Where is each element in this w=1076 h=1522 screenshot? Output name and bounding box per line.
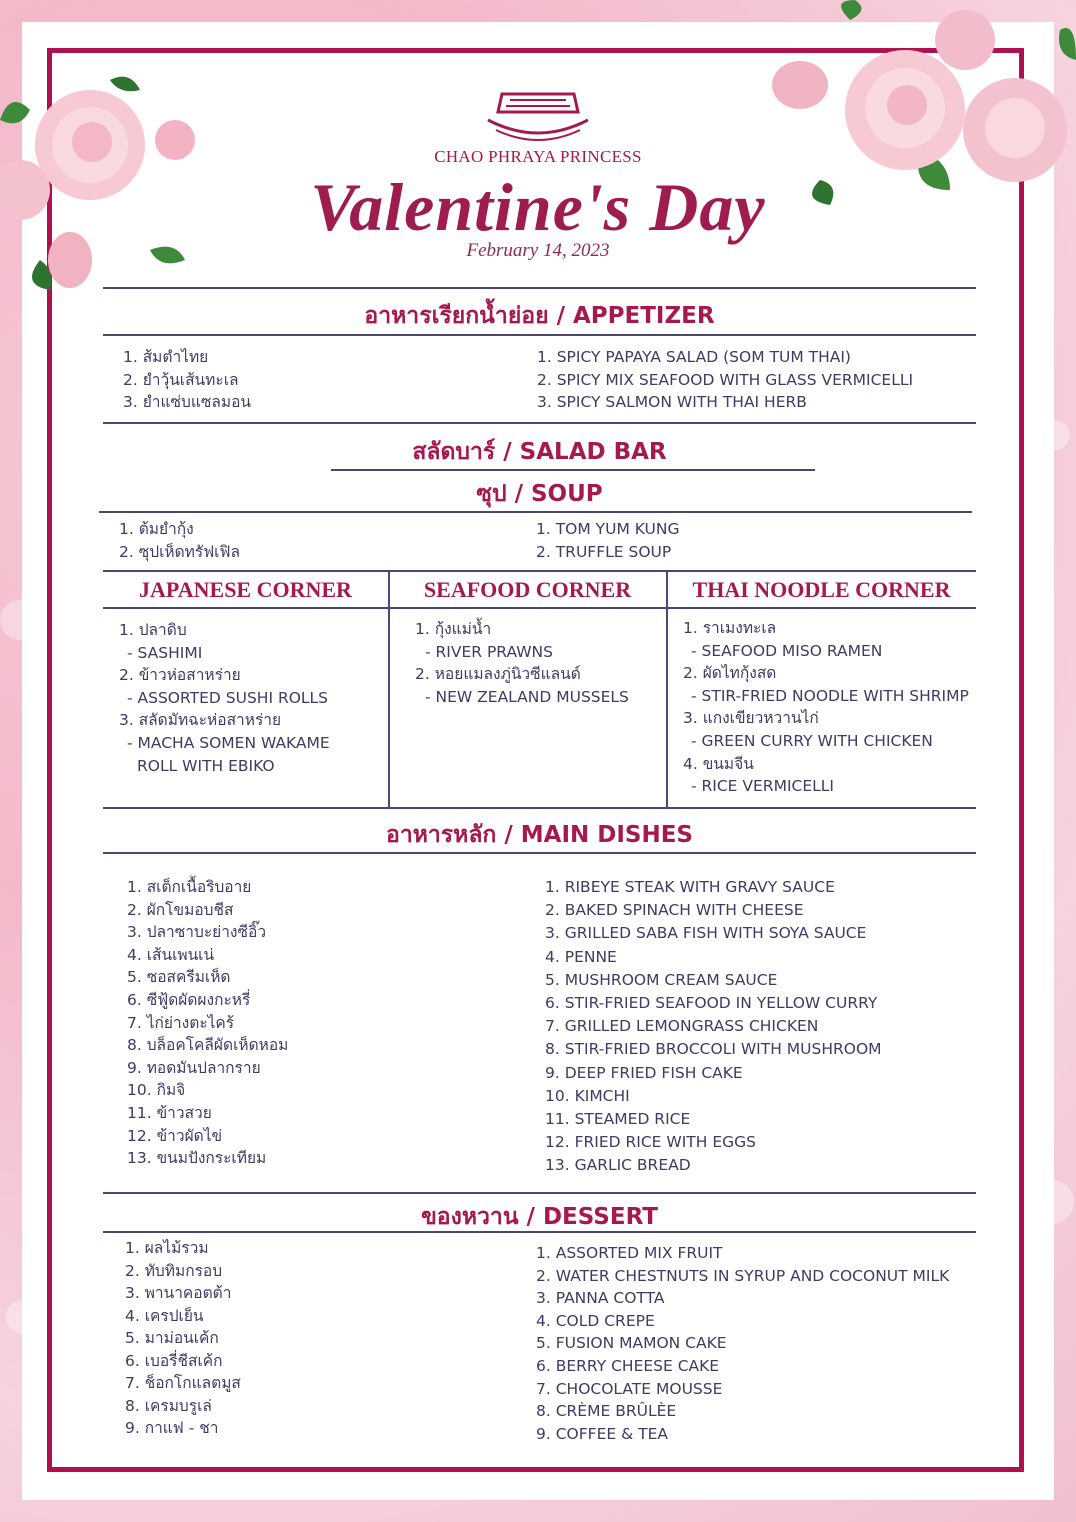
list-item: 2. SPICY MIX SEAFOOD WITH GLASS VERMICELLI — [537, 370, 914, 389]
list-item: 8. เครมบรูเล่ — [125, 1396, 212, 1415]
divider — [103, 807, 976, 809]
list-item: 3. PANNA COTTA — [536, 1289, 665, 1308]
list-item: 1. ผลไม้รวม — [125, 1239, 209, 1257]
list-item: 2. WATER CHESTNUTS IN SYRUP AND COCONUT MILK — [536, 1266, 950, 1285]
list-item: 3. ปลาซาบะย่างซีอิ๊ว — [127, 923, 267, 942]
list-item: 8. CRÈME BRÛLÈE — [536, 1402, 677, 1421]
divider — [103, 1231, 976, 1233]
list-item: 6. ซีฟู้ดผัดผงกะหรี่ — [127, 990, 251, 1009]
main-english-list — [545, 876, 882, 1178]
list-item: - NEW ZEALAND MUSSELS — [425, 687, 629, 706]
list-item: 11. STEAMED RICE — [545, 1110, 691, 1129]
list-item: ROLL WITH EBIKO — [137, 756, 275, 775]
list-item: 3. สลัดมัทฉะห่อสาหร่าย — [119, 711, 282, 730]
list-item: 1. ASSORTED MIX FRUIT — [536, 1244, 723, 1262]
divider — [103, 422, 976, 424]
divider — [103, 1192, 976, 1194]
seafood-corner-heading: SEAFOOD CORNER — [423, 577, 632, 602]
list-item: 1. SPICY PAPAYA SALAD (SOM TUM THAI) — [537, 348, 851, 366]
brand-name: CHAO PHRAYA PRINCESS — [434, 147, 642, 166]
list-item: 1. ส้มตำไทย — [123, 348, 209, 366]
soup-thai-list — [119, 518, 240, 564]
thai-noodle-corner-heading: THAI NOODLE CORNER — [692, 577, 951, 602]
list-item: 9. COFFEE & TEA — [536, 1424, 668, 1443]
list-item: 3. แกงเขียวหวานไก่ — [683, 709, 819, 728]
list-item: 4. เครปเย็น — [125, 1306, 204, 1325]
divider — [103, 334, 976, 336]
salad-bar-heading: สลัดบาร์ / SALAD BAR — [412, 439, 667, 465]
column-divider — [388, 570, 390, 808]
divider — [103, 287, 976, 289]
list-item: 5. MUSHROOM CREAM SAUCE — [545, 970, 778, 989]
list-item: - RIVER PRAWNS — [425, 642, 553, 661]
list-item: - SEAFOOD MISO RAMEN — [691, 641, 883, 660]
list-item: 9. ทอดมันปลากราย — [127, 1058, 261, 1077]
dessert-thai-list — [125, 1237, 241, 1440]
list-item: 7. GRILLED LEMONGRASS CHICKEN — [545, 1017, 819, 1036]
seafood-corner-list — [415, 618, 629, 708]
list-item: 7. ช็อกโกแลตมูส — [125, 1374, 241, 1392]
list-item: 3. ยำแซ่บแซลมอน — [123, 393, 251, 411]
list-item: 1. TOM YUM KUNG — [536, 520, 680, 538]
list-item: 4. เส้นเพนเน่ — [127, 945, 215, 964]
list-item: 4. COLD CREPE — [536, 1311, 655, 1330]
list-item: 11. ข้าวสวย — [127, 1103, 212, 1122]
divider — [99, 511, 972, 513]
list-item: 6. STIR-FRIED SEAFOOD IN YELLOW CURRY — [545, 994, 878, 1013]
list-item: 1. ปลาดิบ — [119, 621, 187, 639]
list-item: 2. TRUFFLE SOUP — [536, 543, 672, 561]
list-item: 3. พานาคอตต้า — [125, 1284, 232, 1302]
main-dishes-heading: อาหารหลัก / MAIN DISHES — [386, 822, 693, 848]
appetizer-thai-list — [123, 346, 251, 414]
japanese-corner-list — [119, 619, 330, 777]
event-date: February 14, 2023 — [466, 240, 610, 261]
soup-heading: ซุป / SOUP — [476, 481, 603, 507]
list-item: 7. CHOCOLATE MOUSSE — [536, 1379, 723, 1398]
list-item: 2. BAKED SPINACH WITH CHEESE — [545, 901, 804, 920]
list-item: 1. RIBEYE STEAK WITH GRAVY SAUCE — [545, 878, 835, 896]
list-item: - SASHIMI — [127, 643, 203, 662]
list-item: 7. ไก่ย่างตะไคร้ — [127, 1013, 235, 1032]
list-item: - ASSORTED SUSHI ROLLS — [127, 688, 329, 707]
dessert-heading: ของหวาน / DESSERT — [421, 1204, 658, 1230]
list-item: 13. GARLIC BREAD — [545, 1156, 691, 1175]
list-item: 1. ราเมงทะเล — [683, 619, 777, 637]
list-item: 2. หอยแมลงภู่นิวซีแลนด์ — [415, 665, 581, 684]
soup-english-list — [536, 518, 680, 564]
column-divider — [666, 570, 668, 808]
boat-logo-icon — [486, 90, 590, 142]
list-item: - STIR-FRIED NOODLE WITH SHRIMP — [691, 686, 969, 705]
list-item: 9. กาแฟ - ชา — [125, 1419, 219, 1437]
list-item: - GREEN CURRY WITH CHICKEN — [691, 731, 933, 750]
list-item: 1. กุ้งแม่น้ำ — [415, 620, 492, 638]
list-item: 5. มาม่อนเค้ก — [125, 1329, 219, 1347]
list-item: 8. STIR-FRIED BROCCOLI WITH MUSHROOM — [545, 1040, 882, 1059]
list-item: 5. FUSION MAMON CAKE — [536, 1334, 727, 1353]
list-item: 2. ข้าวห่อสาหร่าย — [119, 666, 241, 685]
list-item: 9. DEEP FRIED FISH CAKE — [545, 1063, 743, 1082]
divider — [103, 852, 976, 854]
dessert-english-list — [536, 1242, 949, 1445]
list-item: 4. ขนมจีน — [683, 754, 754, 773]
divider — [331, 469, 815, 471]
list-item: 3. SPICY SALMON WITH THAI HERB — [537, 393, 807, 411]
list-item: 1. ต้มยำกุ้ง — [119, 520, 194, 538]
list-item: 4. PENNE — [545, 947, 617, 966]
list-item: 12. ข้าวผัดไข่ — [127, 1126, 223, 1145]
appetizer-english-list — [537, 346, 913, 414]
main-thai-list — [127, 876, 288, 1170]
list-item: 3. GRILLED SABA FISH WITH SOYA SAUCE — [545, 924, 867, 943]
list-item: 6. BERRY CHEESE CAKE — [536, 1356, 720, 1375]
list-item: 6. เบอรี่ชีสเค้ก — [125, 1351, 223, 1370]
divider — [103, 570, 976, 572]
page-title: Valentine's Day — [310, 169, 766, 245]
list-item: 2. ซุปเห็ดทรัฟเฟิล — [119, 543, 240, 561]
divider — [103, 607, 976, 609]
list-item: 10. KIMCHI — [545, 1086, 630, 1105]
list-item: 2. ผัดไทกุ้งสด — [683, 664, 777, 683]
list-item: - MACHA SOMEN WAKAME — [127, 733, 330, 752]
list-item: - RICE VERMICELLI — [691, 777, 834, 796]
list-item: 2. ยำวุ้นเส้นทะเล — [123, 370, 239, 389]
list-item: 2. ทับทิมกรอบ — [125, 1261, 223, 1280]
thai-noodle-corner-list — [683, 617, 969, 798]
list-item: 12. FRIED RICE WITH EGGS — [545, 1133, 756, 1152]
list-item: 10. กิมจิ — [127, 1081, 186, 1100]
list-item: 1. สเต็กเนื้อริบอาย — [127, 878, 252, 896]
list-item: 2. ผักโขมอบชีส — [127, 900, 234, 919]
list-item: 13. ขนมปังกระเทียม — [127, 1149, 267, 1168]
list-item: 8. บล็อคโคลีผัดเห็ดหอม — [127, 1036, 289, 1055]
japanese-corner-heading: JAPANESE CORNER — [139, 577, 352, 602]
appetizer-heading: อาหารเรียกน้ำย่อย / APPETIZER — [364, 303, 715, 329]
list-item: 5. ซอสครีมเห็ด — [127, 968, 231, 987]
